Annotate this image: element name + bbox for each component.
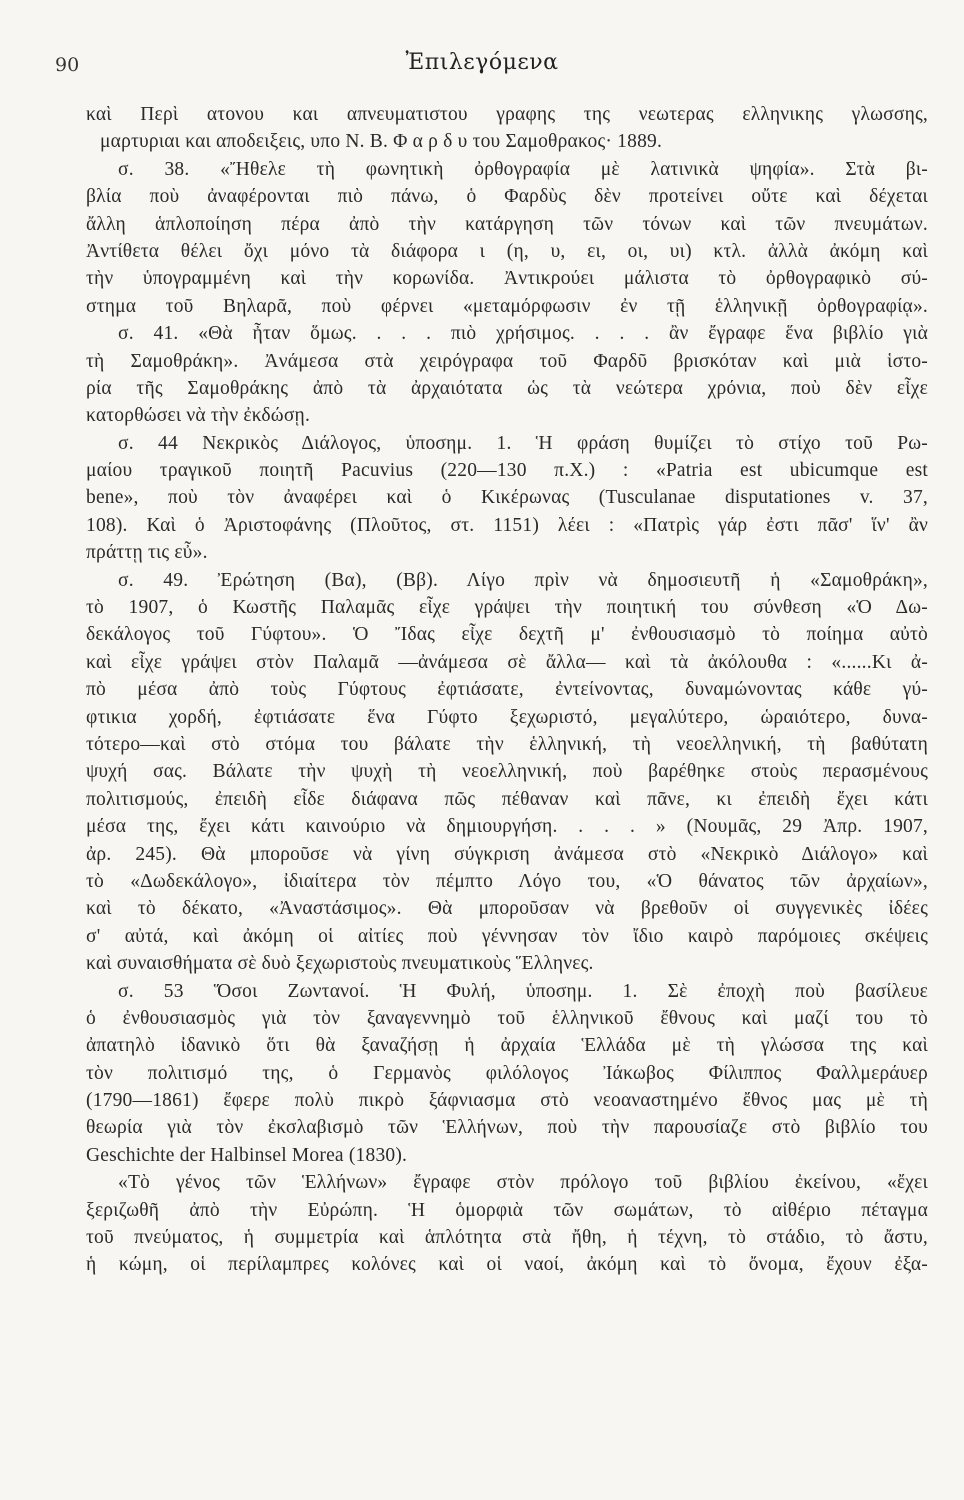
- text-line: τότερο—καὶ στὸ στόμα του βάλατε τὴν ἑλληνική, τὴ νεοελληνική, τὴ βαθύτατη: [86, 733, 928, 755]
- text-line: φτικια χορδή, ἐφτιάσατε ἕνα Γύφτο ξεχωριστό, μεγαλύτερο, ὡραιότερο, δυνα-: [86, 706, 928, 728]
- text-line: ἀπατηλὸ ἰδανικὸ ὅτι θὰ ξαναζήσῃ ἡ ἀρχαία Ἑλλάδα μὲ τὴ γλώσσα της καὶ: [86, 1035, 928, 1057]
- text-line: καὶ τὸ δέκατο, «Ἀναστάσιμος». Θὰ μποροῦσαν νὰ βρεθοῦν οἱ συγγενικὲς ἰδέες: [86, 898, 928, 920]
- running-title: Ἐπιλεγόμενα: [405, 50, 559, 75]
- page-number: 90: [55, 54, 80, 76]
- text-line: τὴν ὑπογραμμένη καὶ τὴν κορωνίδα. Ἀντικρούει μάλιστα τὸ ὀρθογραφικὸ σύ-: [86, 268, 928, 290]
- text-line: σ. 44 Νεκρικὸς Διάλογος, ὑποσημ. 1. Ἡ φράση θυμίζει τὸ στίχο τοῦ Ρω-: [118, 432, 928, 454]
- body-text: [86, 101, 928, 1279]
- page-header: [0, 46, 964, 86]
- text-line: κατορθώσει νὰ τὴν ἐκδώσῃ.: [86, 405, 311, 427]
- text-line: μαρτυριαι και αποδειξεις, υπο Ν. Β. Φ α ρ δ υ του Σαμοθρακος· 1889.: [100, 131, 663, 153]
- text-line: Geschichte der Halbinsel Morea (1830).: [86, 1144, 408, 1166]
- text-line: ὁ ἐνθουσιασμὸς γιὰ τὸν ξαναγεννημὸ τοῦ ἑλληνικοῦ ἔθνους καὶ μαζί του τὸ: [86, 1007, 928, 1029]
- text-line: δεκάλογος τοῦ Γύφτου». Ὁ Ἴδας εἶχε δεχτῆ μ' ἐνθουσιασμὸ τὸ ποίημα αὐτὸ: [86, 624, 928, 646]
- text-line: τὸ 1907, ὁ Κωστῆς Παλαμᾶς εἶχε γράψει τὴν ποιητική του σύνθεση «Ὁ Δω-: [86, 597, 928, 619]
- text-line: βλία ποὺ ἀναφέρονται πιὸ πάνω, ὁ Φαρδὺς δὲν προτείνει οὔτε καὶ δέχεται: [86, 186, 928, 208]
- text-line: πράττῃ τις εὖ».: [86, 542, 208, 564]
- text-line: bene», ποὺ τὸν ἀναφέρει καὶ ὁ Κικέρωνας (Tusculanae disputationes v. 37,: [86, 487, 928, 509]
- text-line: καὶ εἶχε γράψει στὸν Παλαμᾶ —ἀνάμεσα σὲ ἄλλα— καὶ τὰ ἀκόλουθα : «......Κι ἀ-: [86, 651, 928, 673]
- text-line: μέσα της, ἔχει κάτι καινούριο νὰ δημιουργήση. . . . » (Νουμᾶς, 29 Ἀπρ. 1907,: [86, 816, 928, 838]
- text-line: 108). Καὶ ὁ Ἀριστοφάνης (Πλοῦτος, στ. 1151) λέει : «Πατρὶς γάρ ἐστι πᾶσ' ἵν' ἂν: [86, 514, 928, 536]
- text-line: σ' αὐτά, καὶ ἀκόμη οἱ αἰτίες ποὺ γέννησαν τὸν ἴδιο καιρὸ παρόμοιες σκέψεις: [86, 925, 928, 947]
- text-line: ἀρ. 245). Θὰ μποροῦσε νὰ γίνη σύγκριση ἀνάμεσα στὸ «Νεκρικὸ Διάλογο» καὶ: [86, 843, 928, 865]
- text-line: Ἀντίθετα θέλει ὄχι μόνο τὰ διάφορα ι (η, υ, ει, οι, υι) κτλ. ἀλλὰ ἀκόμη καὶ: [86, 240, 928, 262]
- text-line: ρία τῆς Σαμοθράκης ἀπὸ τὰ ἀρχαιότατα ὡς τὰ νεώτερα χρόνια, ποὺ δὲν εἶχε: [86, 377, 928, 399]
- text-line: καὶ συναισθήματα σὲ δυὸ ξεχωριστοὺς πνευματικοὺς Ἕλληνες.: [86, 953, 594, 975]
- text-line: θεωρία γιὰ τὸν ἐκσλαβισμὸ τῶν Ἑλλήνων, ποὺ τὴν παρουσίαζε στὸ βιβλίο του: [86, 1117, 928, 1139]
- text-line: μαίου τραγικοῦ ποιητῆ Pacuvius (220—130 π.Χ.) : «Patria est ubicumque est: [86, 460, 928, 482]
- text-line: σ. 49. Ἐρώτηση (Βα), (Ββ). Λίγο πρὶν νὰ δημοσιευτῆ ἡ «Σαμοθράκη»,: [118, 569, 928, 591]
- text-line: τοῦ πνεύματος, ἡ συμμετρία καὶ ἁπλότητα στὰ ἤθη, ἡ τέχνη, τὸ στάδιο, τὸ ἄστυ,: [86, 1227, 928, 1249]
- text-line: τὸ «Δωδεκάλογο», ἰδιαίτερα τὸν πέμπτο Λόγο του, «Ὁ θάνατος τῶν ἀρχαίων»,: [86, 870, 928, 892]
- text-line: ψυχή σας. Βάλατε τὴν ψυχὴ τὴ νεοελληνική, ποὺ βαρέθηκε στοὺς περασμένους: [86, 761, 928, 783]
- text-line: στημα τοῦ Βηλαρᾶ, ποὺ φέρνει «μεταμόρφωσιν ἐν τῇ ἑλληνικῇ ὀρθογραφίᾳ».: [86, 295, 928, 317]
- text-line: (1790—1861) ἔφερε πολὺ πικρὸ ξάφνιασμα στὸ νεοαναστημένο ἔθνος μας μὲ τὴ: [86, 1090, 928, 1112]
- text-line: ξεριζωθῆ ἀπὸ τὴν Εὐρώπη. Ἡ ὁμορφιὰ τῶν σωμάτων, τὸ αἰθέριο πέταγμα: [86, 1199, 928, 1221]
- text-line: τὴ Σαμοθράκη». Ἀνάμεσα στὰ χειρόγραφα τοῦ Φαρδῦ βρισκόταν καὶ μιὰ ἱστο-: [86, 350, 928, 372]
- text-line: καὶ Περὶ ατονου και απνευματιστου γραφης της νεωτερας ελληνικης γλωσσης,: [86, 104, 928, 125]
- text-line: «Τὸ γένος τῶν Ἑλλήνων» ἔγραφε στὸν πρόλογο τοῦ βιβλίου ἐκείνου, «ἔχει: [118, 1172, 928, 1194]
- text-line: πὸ μέσα ἀπὸ τοὺς Γύφτους ἐφτιάσατε, ἐντείνοντας, δυναμώνοντας κάθε γύ-: [86, 679, 928, 701]
- text-line: σ. 38. «Ἤθελε τὴ φωνητικὴ ὀρθογραφία μὲ λατινικὰ ψηφία». Στὰ βι-: [118, 158, 928, 180]
- text-line: ἡ κώμη, οἱ περίλαμπρες κολόνες καὶ οἱ ναοί, ἀκόμη καὶ τὸ ὄνομα, ἔχουν ἐξα-: [86, 1254, 928, 1276]
- text-line: ἄλλη ἁπλοποίηση πέρα ἀπὸ τὴν κατάργηση τῶν τόνων καὶ τῶν πνευμάτων.: [86, 213, 928, 235]
- text-line: σ. 53 Ὅσοι Ζωντανοί. Ἡ Φυλή, ὑποσημ. 1. Σὲ ἐποχὴ ποὺ βασίλευε: [118, 980, 928, 1002]
- text-line: πολιτισμούς, ἐπειδὴ εἶδε διάφανα πῶς πέθαναν καὶ πᾶνε, κι ἐπειδὴ ἔχει κάτι: [86, 788, 928, 810]
- text-line: τὸν πολιτισμό της, ὁ Γερμανὸς φιλόλογος Ἰάκωβος Φίλιππος Φαλλμεράυερ: [86, 1062, 928, 1084]
- text-line: σ. 41. «Θὰ ἦταν ὅμως. . . . πιὸ χρήσιμος. . . . ἂν ἔγραφε ἕνα βιβλίο γιὰ: [118, 323, 928, 345]
